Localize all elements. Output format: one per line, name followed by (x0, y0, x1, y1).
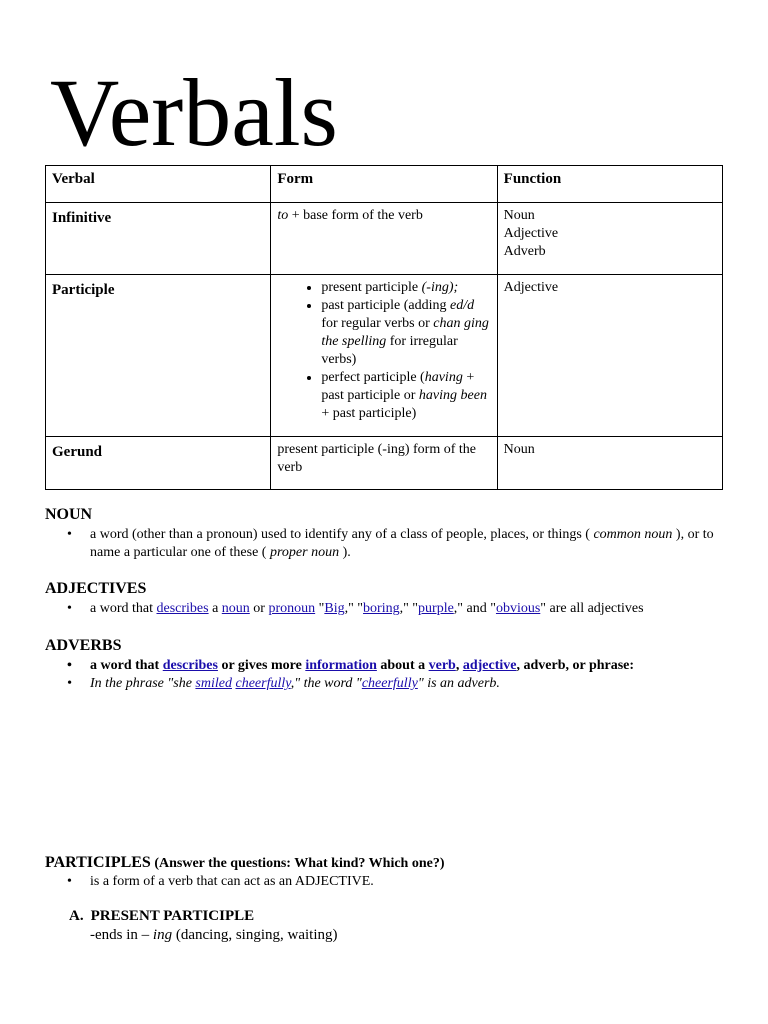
cell-gerund-function: Noun (497, 437, 722, 490)
function-item: Adjective (503, 226, 559, 241)
link-noun[interactable]: noun (221, 601, 250, 616)
cell-infinitive-form (271, 203, 497, 275)
text: " (315, 601, 325, 616)
adjectives-list (45, 600, 725, 618)
list-item (45, 600, 725, 618)
text: ," and " (453, 601, 496, 616)
row-label-participle: Participle (46, 275, 271, 437)
link-information[interactable]: information (305, 658, 377, 673)
text: present participle (321, 280, 422, 295)
verbals-table (45, 165, 723, 490)
header-function: Function (497, 166, 722, 203)
text-italic: ed/d (450, 298, 475, 313)
text: a word (other than a pronoun) used to identify any of a class of people, places, or things ( (90, 527, 594, 542)
text: , adverb, or phrase: (516, 658, 635, 673)
text: ), or to name a particular one of these ( (90, 527, 714, 560)
list-item (45, 657, 725, 675)
text: ," " (344, 601, 364, 616)
form-text: + base form of the verb (288, 208, 423, 223)
text-italic: chan ging the spelling (321, 316, 489, 349)
text: past participle (adding (321, 298, 451, 313)
adjectives-section (45, 580, 725, 618)
noun-list (45, 526, 725, 562)
list-item (321, 279, 490, 297)
cell-participle-function: Adjective (497, 275, 722, 437)
list-item (45, 526, 725, 562)
row-label-gerund: Gerund (46, 437, 271, 490)
link-smiled[interactable]: smiled (195, 676, 232, 691)
text: , (455, 658, 463, 673)
text: ). (339, 545, 351, 560)
link-cheerfully[interactable]: cheerfully (235, 676, 291, 691)
adjectives-heading: ADJECTIVES (45, 580, 147, 597)
text: a (208, 601, 222, 616)
text-italic: proper noun (269, 545, 340, 560)
function-item: Noun (503, 208, 535, 223)
adverbs-heading: ADVERBS (45, 637, 122, 654)
text-italic: (-ing); (421, 280, 459, 295)
participles-heading-line (45, 854, 725, 873)
header-verbal: Verbal (46, 166, 271, 203)
text: " are all adjectives (540, 601, 644, 616)
table-row-infinitive (46, 203, 723, 275)
link-pronoun[interactable]: pronoun (268, 601, 316, 616)
form-italic: to (277, 208, 289, 223)
table-row-participle (46, 275, 723, 437)
link-cheerfully[interactable]: cheerfully (361, 676, 418, 691)
text-italic: ing (152, 927, 173, 943)
text: a word that (90, 658, 163, 673)
text: (dancing, singing, waiting) (172, 927, 338, 943)
present-participle-heading: PRESENT PARTICIPLE (90, 908, 255, 924)
text-italic: having been (418, 388, 487, 403)
text: + past participle or (321, 370, 475, 403)
sub-marker: A. (69, 908, 84, 924)
adverbs-section (45, 637, 725, 693)
link-purple[interactable]: purple (418, 601, 454, 616)
participles-list (45, 873, 725, 891)
adverbs-list (45, 657, 725, 693)
participle-form-list (277, 279, 490, 423)
present-participle-heading-line (45, 907, 725, 926)
header-form: Form (271, 166, 497, 203)
text: a word that (90, 601, 157, 616)
cell-infinitive-function (497, 203, 722, 275)
text: ," the word " (290, 676, 362, 691)
text: In the phrase "she (90, 676, 196, 691)
list-item (45, 675, 725, 693)
link-big[interactable]: Big (324, 601, 345, 616)
cell-participle-form (271, 275, 497, 437)
participles-section (45, 854, 725, 944)
list-item (321, 369, 490, 423)
present-participle-note (45, 926, 725, 944)
link-boring[interactable]: boring (363, 601, 400, 616)
participles-heading: PARTICIPLES (45, 854, 151, 871)
text-italic: having (424, 370, 463, 385)
link-verb[interactable]: verb (428, 658, 456, 673)
list-item (321, 297, 490, 369)
link-adjective[interactable]: adjective (462, 658, 517, 673)
text: or gives more (217, 658, 306, 673)
list-item: • is a form of a verb that can act as an ADJECTIVE. (45, 873, 725, 891)
text: perfect participle ( (321, 370, 425, 385)
text: about a (376, 658, 429, 673)
page-title: Verbals (50, 59, 338, 166)
text: for irregular verbs) (321, 334, 458, 367)
text: or (249, 601, 269, 616)
cell-gerund-form: present participle (-ing) form of the verb (271, 437, 497, 490)
link-describes[interactable]: describes (156, 601, 209, 616)
text: for regular verbs or (321, 316, 434, 331)
text: + past participle) (321, 406, 417, 421)
link-describes[interactable]: describes (162, 658, 218, 673)
table-row-gerund (46, 437, 723, 490)
participles-note: (Answer the questions: What kind? Which one?) (150, 856, 445, 871)
text: " is an adverb. (417, 676, 500, 691)
text-italic: common noun (593, 527, 673, 542)
table-header-row (46, 166, 723, 203)
link-obvious[interactable]: obvious (495, 601, 541, 616)
text: -ends in – (90, 927, 153, 943)
noun-section (45, 506, 725, 562)
row-label-infinitive: Infinitive (46, 203, 271, 275)
noun-heading: NOUN (45, 506, 93, 523)
function-item: Adverb (503, 244, 546, 259)
text: ," " (399, 601, 419, 616)
